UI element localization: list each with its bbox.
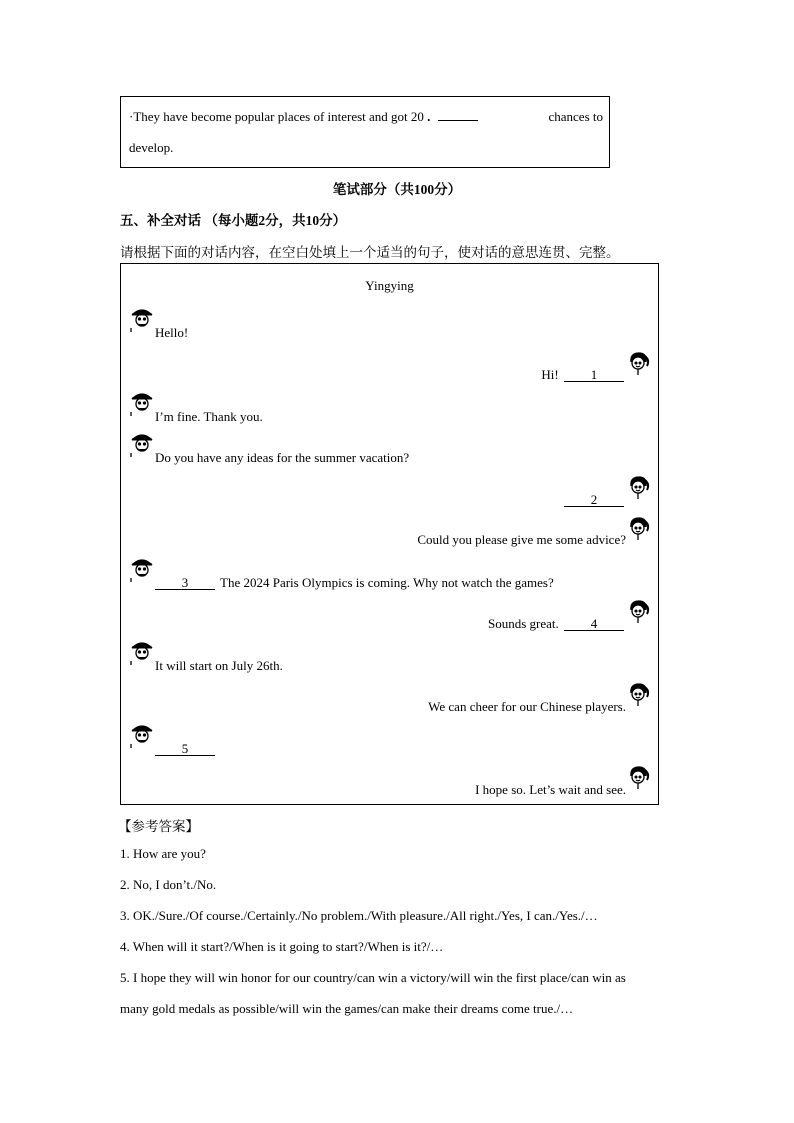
man-with-cap-avatar-icon [130, 306, 154, 332]
answer-item-3: 3. OK./Sure./Of course./Certainly./No problem./With pleasure./All right./Yes, I can./Yes./… [120, 908, 598, 923]
dialog-line-6: Could you please give me some advice? [417, 532, 626, 547]
answer-item-5-continued: many gold medals as possible/will win the games/can make their dreams come true./… [120, 1001, 574, 1016]
passage-blank-20 [438, 108, 478, 121]
answer-item-1: 1. How are you? [120, 846, 206, 861]
answer-blank-5[interactable]: 5 [155, 742, 215, 756]
man-with-cap-avatar-icon [130, 556, 154, 582]
answer-blank-3[interactable]: 3 [155, 576, 215, 590]
girl-with-ponytail-avatar-icon [626, 681, 650, 707]
dialog-line-1: Hello! [155, 325, 189, 340]
answer-item-2: 2. No, I don’t./No. [120, 877, 217, 892]
dialog-box [120, 263, 659, 805]
man-with-cap-avatar-icon [130, 390, 154, 416]
written-part-title: 笔试部分（共100分） [332, 182, 462, 197]
section-instruction: 请根据下面的对话内容，在空白处填上一个适当的句子，使对话的意思连贯、完整。 [120, 245, 620, 260]
dialog-line-3: I’m fine. Thank you. [155, 409, 263, 424]
dialog-line-8 [488, 616, 626, 632]
man-with-cap-avatar-icon [130, 639, 154, 665]
section-title: 五、补全对话 （每小题2分，共10分） [120, 213, 347, 228]
man-with-cap-avatar-icon [130, 431, 154, 457]
passage-line-2: develop. [129, 140, 174, 155]
answer-blank-2[interactable]: 2 [564, 493, 624, 507]
line-text: Sounds great. [487, 616, 559, 631]
dialog-line-7 [155, 575, 554, 591]
dialog-line-2 [541, 367, 626, 383]
line-text: Hi! [541, 367, 559, 382]
passage-dot: . [427, 109, 431, 124]
girl-with-ponytail-avatar-icon [626, 515, 650, 541]
passage-line-1 [129, 101, 603, 132]
dialog-line-5 [562, 492, 626, 508]
passage-text-end: chances to [548, 109, 603, 124]
dialog-line-4: Do you have any ideas for the summer vacation? [155, 450, 410, 465]
dialog-line-11 [155, 741, 217, 757]
man-with-cap-avatar-icon [130, 722, 154, 748]
girl-with-ponytail-avatar-icon [626, 350, 650, 376]
girl-with-ponytail-avatar-icon [626, 598, 650, 624]
answer-item-5: 5. I hope they will win honor for our country/can win a victory/will win the first place/can win as [120, 970, 626, 985]
dialog-speaker-name: Yingying [365, 278, 414, 293]
answers-heading: 【参考答案】 [118, 819, 199, 834]
girl-with-ponytail-avatar-icon [626, 474, 650, 500]
girl-with-ponytail-avatar-icon [626, 764, 650, 790]
line-text: The 2024 Paris Olympics is coming. Why not watch the games? [220, 575, 554, 590]
dialog-line-10: We can cheer for our Chinese players. [428, 699, 626, 714]
answer-item-4: 4. When will it start?/When is it going to start?/When is it?/… [120, 939, 444, 954]
passage-text: ·They have become popular places of interest and got 20 [129, 109, 424, 124]
top-passage-box [120, 96, 610, 168]
dialog-line-9: It will start on July 26th. [155, 658, 283, 673]
answer-blank-1[interactable]: 1 [564, 368, 624, 382]
dialog-line-12: I hope so. Let’s wait and see. [475, 782, 626, 797]
answer-blank-4[interactable]: 4 [564, 617, 624, 631]
